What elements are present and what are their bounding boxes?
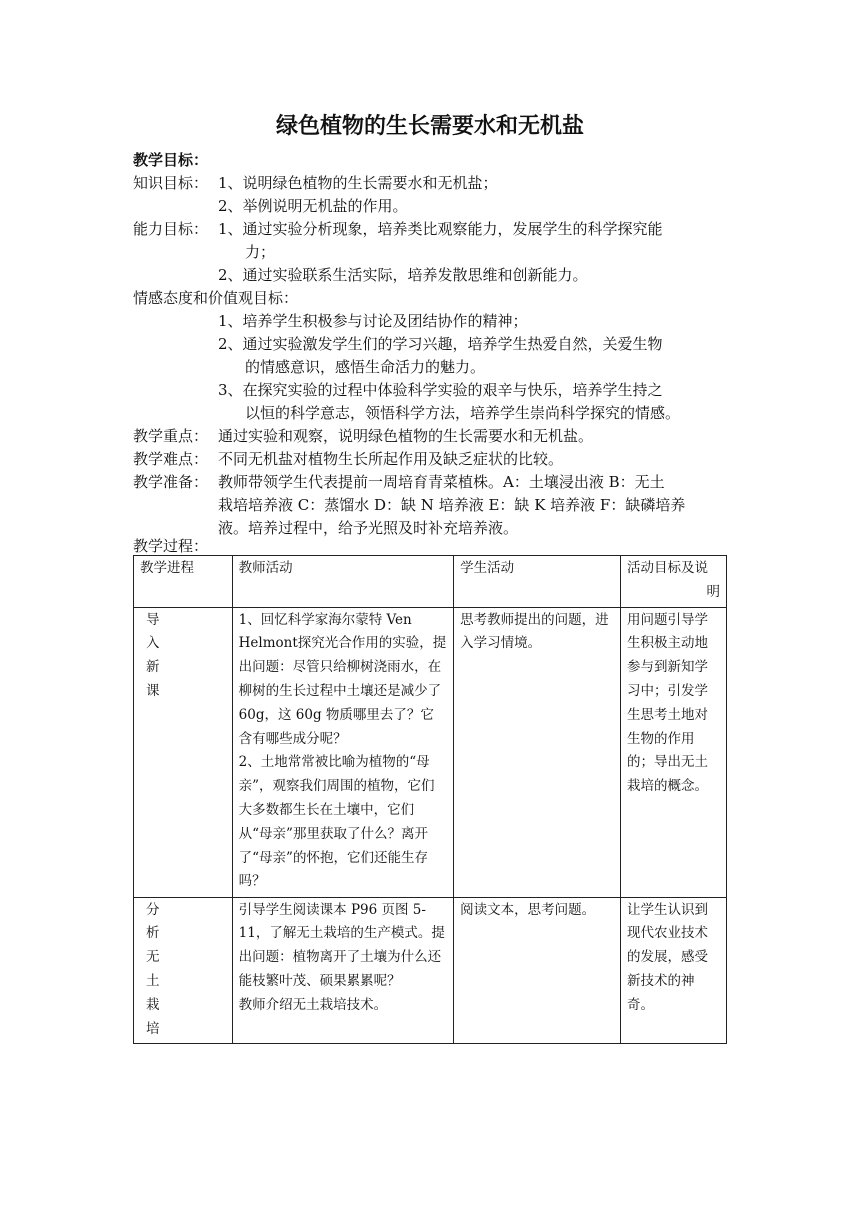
- row-teacher: [232, 607, 453, 897]
- ability-item-2: 2、通过实验联系生活实际，培养发散思维和创新能力。: [218, 266, 588, 284]
- emotion-label: 情感态度和价值观目标：: [133, 289, 299, 307]
- key-point-text: 通过实验和观察，说明绿色植物的生长需要水和无机盐。: [218, 427, 594, 445]
- row-teacher-text-2: 2、土地常常被比喻为植物的“母亲”，观察我们周围的植物，它们大多数都生长在土壤中，它们从“母亲”那里获取了什么？离开了“母亲”的怀抱，它们还能生存吗？: [238, 754, 435, 890]
- document-title: 绿色植物的生长需要水和无机盐: [275, 114, 584, 139]
- header-stage: 教学进程: [134, 556, 233, 608]
- row-teacher-text-1: 1、回忆科学家海尔蒙特 Ven Helmont探究光合作用的实验，提出问题：尽管只给柳树浇雨水，在柳树的生长过程中土壤还是减少了 60g，这 60g 物质哪里去了？它含有哪些成分呢？: [238, 611, 447, 747]
- emotion-item-3-line-1: 3、在探究实验的过程中体验科学实验的艰辛与快乐，培养学生持之: [218, 381, 663, 399]
- difficulty-text: 不同无机盐对植物生长所起作用及缺乏症状的比较。: [218, 450, 564, 468]
- difficulty-label: 教学难点：: [133, 450, 209, 468]
- objectives-heading: 教学目标：: [133, 151, 209, 169]
- process-heading: 教学过程：: [133, 537, 209, 555]
- emotion-item-2-line-2: 的情感意识，感悟生命活力的魅力。: [245, 358, 486, 376]
- row-stage-text: 分析无土栽培: [146, 901, 160, 1037]
- table-row: [134, 897, 727, 1044]
- preparation-label: 教学准备：: [133, 473, 209, 491]
- ability-item-1-line-2: 力；: [245, 243, 276, 261]
- header-student: 学生活动: [454, 556, 621, 608]
- row-stage: [134, 897, 233, 1044]
- row-teacher-text-2: 教师介绍无土栽培技术。: [238, 996, 388, 1013]
- table-header-row: [134, 556, 727, 608]
- row-student: 思考教师提出的问题，进入学习情境。: [454, 607, 621, 897]
- emotion-item-3-line-2: 以恒的科学意志，领悟科学方法，培养学生崇尚科学探究的情感。: [245, 404, 681, 422]
- knowledge-item-2: 2、举例说明无机盐的作用。: [218, 197, 408, 215]
- header-goal-line-2: 明: [706, 583, 720, 600]
- preparation-line-3: 液。培养过程中，给予光照及时补充培养液。: [218, 519, 519, 537]
- header-goal: [620, 556, 726, 608]
- key-point-label: 教学重点：: [133, 427, 209, 445]
- emotion-item-2-line-1: 2、通过实验激发学生们的学习兴趣，培养学生热爱自然，关爱生物: [218, 335, 663, 353]
- row-goal: 用问题引导学生积极主动地参与到新知学习中；引发学生思考土地对生物的作用的；导出无土栽培的概念。: [620, 607, 726, 897]
- knowledge-label: 知识目标：: [133, 174, 209, 192]
- row-goal: 让学生认识到现代农业技术的发展，感受新技术的神奇。: [620, 897, 726, 1044]
- row-stage-text: 导入新课: [146, 611, 160, 699]
- preparation-line-2: 栽培培养液 C：蒸馏水 D：缺 N 培养液 E：缺 K 培养液 F：缺磷培养: [218, 496, 686, 514]
- knowledge-item-1: 1、说明绿色植物的生长需要水和无机盐；: [218, 174, 498, 192]
- preparation-line-1: 教师带领学生代表提前一周培育青菜植株。A：土壤浸出液 B：无土: [218, 473, 665, 491]
- teaching-process-table: [133, 555, 727, 1044]
- table-row: [134, 607, 727, 897]
- row-teacher: [232, 897, 453, 1044]
- row-teacher-text-1: 引导学生阅读课本 P96 页图 5-11，了解无土栽培的生产模式。提出问题：植物离开了土壤为什么还能枝繁叶茂、硕果累累呢？: [238, 901, 445, 989]
- row-student: 阅读文本，思考问题。: [454, 897, 621, 1044]
- row-stage: [134, 607, 233, 897]
- header-teacher: 教师活动: [232, 556, 453, 608]
- ability-item-1-line-1: 1、通过实验分析现象，培养类比观察能力，发展学生的科学探究能: [218, 220, 663, 238]
- emotion-item-1: 1、培养学生积极参与讨论及团结协作的精神；: [218, 312, 528, 330]
- header-goal-line-1: 活动目标及说: [626, 560, 708, 576]
- ability-label: 能力目标：: [133, 220, 209, 238]
